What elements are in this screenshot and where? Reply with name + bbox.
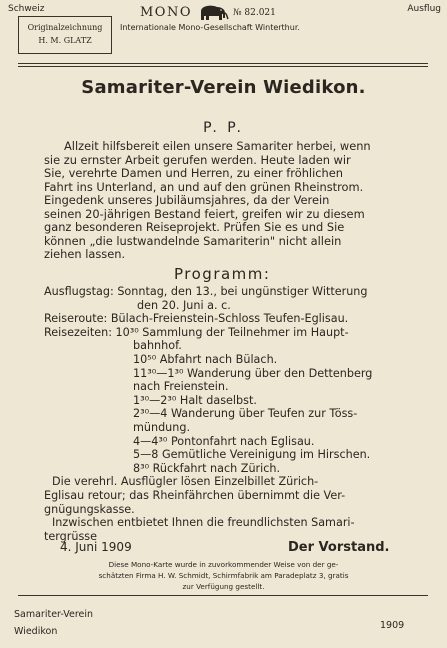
intro-line: ganz besonderen Reiseprojekt. Prüfen Sie es und Sie [44,220,345,234]
footer-line-2: Wiedikon [14,626,58,637]
footer-year: 1909 [380,620,405,631]
closing-line: Eglisau retour; das Rheinfährchen übernimmt die Ver- [44,488,346,502]
signature: Der Vorstand. [288,540,390,555]
divider-top-inner [18,66,428,67]
header-category: Ausflug [407,4,441,14]
time-entry: 11³⁰—1³⁰ Wanderung über den Dettenberg [133,366,373,380]
ausflugstag-label: Ausflugstag: [44,285,114,298]
program-heading: Programm: [174,265,271,283]
salutation: P. P. [203,120,244,136]
program-row [44,326,424,340]
time-entry: 1³⁰—2³⁰ Halt daselbst. [133,393,257,407]
divider-bottom [18,595,428,596]
stamp-line-2: H. M. GLATZ [38,36,92,45]
program-row [44,312,424,326]
program-section [44,285,424,543]
closing-line: tergrüsse [44,529,98,543]
mono-brand: MONO [140,5,193,20]
intro-line: sie zu ernster Arbeit gerufen werden. Heute laden wir [44,152,351,167]
ausflugstag-value: Sonntag, den 13., bei ungünstiger Witterung [117,285,368,298]
ausflugstag-value-cont: den 20. Juni a. c. [137,298,231,312]
intro-line: Sie, verehrte Damen und Herren, zu einer fröhlichen [44,166,343,180]
intro-line: ziehen lassen. [44,247,126,261]
footer-association [14,606,93,640]
intro-line: Allzeit hilfsbereit eilen unsere Samariter herbei, wenn [64,139,371,153]
intro-line: seinen 20-jährigen Bestand feiert, greifen wir zu diesem [44,206,365,221]
closing-line: gnügungskasse. [44,502,135,516]
divider-top [18,63,428,64]
header-country: Schweiz [8,4,45,14]
time-entry: bahnhof. [133,339,182,353]
mono-company: Internationale Mono-Gesellschaft Winterthur. [120,23,300,32]
time-entry: 10⁵⁰ Abfahrt nach Bülach. [133,352,278,366]
time-entry: 8³⁰ Rückfahrt nach Zürich. [133,461,281,475]
time-entry: nach Freienstein. [133,380,229,394]
time-entry: 10³⁰ Sammlung der Teilnehmer im Haupt- [115,325,349,339]
time-entry: 5—8 Gemütliche Vereinigung im Hirschen. [133,448,371,462]
reiseroute-value: Bülach-Freienstein-Schloss Teufen-Eglisau. [110,312,349,326]
sponsor-note [0,559,447,592]
note-line: schätzten Firma H. W. Schmidt, Schirmfabrik am Paradeplatz 3, gratis [98,571,349,580]
stamp-line-1: Originalzeichnung [27,23,103,32]
closing-line: Die verehrl. Ausflügler lösen Einzelbillet Zürich- [52,475,319,489]
original-drawing-stamp [18,16,112,54]
closing-line: Inzwischen entbietet Ihnen die freundlichsten Samari- [52,516,355,530]
reisezeiten-label: Reisezeiten: [44,325,112,339]
time-entry: 2³⁰—4 Wanderung über Teufen zur Töss- [133,407,358,421]
mono-number: № 82.021 [233,8,276,18]
intro-line: Fahrt ins Unterland, an und auf den grünen Rheinstrom. [44,179,364,194]
note-line: Diese Mono-Karte wurde in zuvorkommender Weise von der ge- [108,560,339,569]
program-row [44,285,424,299]
intro-line: Eingedenk unseres Jubiläumsjahres, da der Verein [44,193,330,207]
reiseroute-label: Reiseroute: [44,312,108,326]
footer-line-1: Samariter-Verein [14,609,94,620]
note-line: zur Verfügung gestellt. [182,582,265,591]
page-title: Samariter-Verein Wiedikon. [81,77,366,98]
intro-line: können „die lustwandelnde Samariterin" nicht allein [44,233,342,248]
letter-date: 4. Juni 1909 [60,540,132,554]
time-entry: 4—4³⁰ Pontonfahrt nach Eglisau. [133,434,315,448]
intro-paragraph [44,140,414,262]
time-entry: mündung. [133,420,191,434]
